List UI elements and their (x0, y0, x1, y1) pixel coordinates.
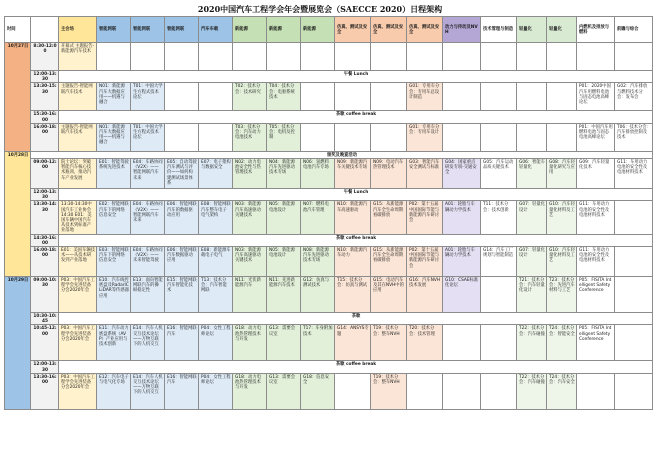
schedule-row (5, 277, 653, 313)
session-cell (547, 43, 577, 71)
session-cell: E01：美国车辆技术——从技术研发到产业落地 (59, 247, 97, 277)
schedule-row (5, 313, 653, 325)
break-bar: 茶歇 coffee break (59, 234, 653, 246)
time-slot: 09:00-10:30 (31, 277, 59, 313)
session-cell (371, 83, 407, 111)
session-cell: P03：中国汽车工程学会先进装备分会2020年会 (59, 277, 97, 313)
session-cell (615, 277, 653, 313)
schedule-row (5, 159, 653, 189)
session-cell (615, 201, 653, 234)
session-cell: E01：智能驾驶系统先进技术 (97, 159, 131, 189)
time-slot: 16:00-18:00 (31, 123, 59, 151)
session-cell: N06：氢燃料电池汽车专场 (301, 159, 335, 189)
time-slot: 14:30-16:00 (31, 234, 59, 246)
session-cell: G13：需要会议室 (267, 325, 301, 361)
session-cell: P03：中国汽车工程学会先进装备分会2020年会 (59, 373, 97, 409)
session-cell: G10：汽车轻量化材料及工艺 (547, 247, 577, 277)
session-cell: G01：专用车分会：专用车总设计制造 (407, 83, 443, 111)
session-cell (371, 123, 407, 151)
session-cell: 13:30-14:30中国汽车工业协会 14:30 E01：美国车辆中国汽车从技术到标准产业落地 (59, 201, 97, 234)
session-cell (301, 83, 335, 111)
session-cell (443, 83, 481, 111)
schedule-row (5, 361, 653, 373)
session-cell (481, 83, 517, 111)
header-track: 轻量化 (517, 17, 547, 43)
schedule-row (5, 234, 653, 246)
session-cell: T21：技术分会：汽车轻量化设计 (517, 277, 547, 313)
session-cell: P04：女性工程师论坛 (199, 325, 233, 361)
session-cell: G15：从新能源汽车全生命周期看碳排放 (371, 247, 407, 277)
session-cell: G14：汽车工厂规划与智能制造 (481, 247, 517, 277)
header-track: 仿真、测试及安全 (371, 17, 407, 43)
session-cell: T02：技术分会：技术研究 (233, 83, 267, 111)
session-cell: T22：技术分会：汽车碰撞 (517, 373, 547, 409)
header-time (31, 17, 59, 43)
session-cell: N09：电动汽车热管理技术 (371, 159, 407, 189)
header-row (5, 17, 653, 43)
session-cell (547, 83, 577, 111)
session-cell: G01：专用车分会：专用车设计 (407, 123, 443, 151)
session-cell: G18：动力电池热管理技术与开发 (233, 373, 267, 409)
header-track: 动力与传动及NVH (443, 17, 481, 43)
session-cell: N03：新能源汽车高速驱动关键技术 (233, 201, 267, 234)
session-cell: N05：新能源电池设计 (267, 201, 301, 234)
session-cell: E13：面向智能网联汽车的操纵稳定性 (131, 277, 165, 313)
session-cell: E16：智能网联汽车 (165, 373, 199, 409)
schedule-table (4, 16, 653, 410)
session-cell: E06：智能网联汽车的数据驱动应用 (165, 201, 199, 234)
time-slot: 09:00-12:00 (31, 159, 59, 189)
session-cell: A01：轮胎与车辆动力学技术 (443, 247, 481, 277)
session-cell: G12：仿真与测试技术 (301, 277, 335, 313)
session-cell: N08：新能源汽车先进驱动技术专场 (301, 247, 335, 277)
session-cell: T04：技术分会：电驱系统技术 (267, 83, 301, 111)
session-cell: E14：汽车人机交互技术论坛——万物互联下的人机交互 (131, 373, 165, 409)
session-cell: P05：FISITA Intelligent Safety Conference (577, 277, 615, 313)
day-label: 10月28日 (5, 151, 31, 276)
session-cell: G05：汽车运动品质关键技术 (481, 159, 517, 189)
time-slot: 12:00-13:30 (31, 189, 59, 201)
time-slot: 15:30-16:00 (31, 111, 59, 123)
session-cell: 主题报告-智能网联汽车技术 (59, 83, 97, 111)
session-cell (335, 83, 371, 111)
page-title: 2020中国汽车工程学会年会暨展览会（SAECCE 2020）日程架构 (197, 4, 443, 14)
header-track: 轻量化 (547, 17, 577, 43)
session-cell: N10：新能源汽车动力 (335, 247, 371, 277)
session-cell (547, 123, 577, 151)
session-cell (199, 123, 233, 151)
schedule-row (5, 123, 653, 151)
session-cell: 开幕式 主题报告-新能源汽车技术 (59, 43, 97, 71)
schedule-row (5, 111, 653, 123)
session-cell: P03：中国汽车工程学会先进装备分会2020年会 (59, 325, 97, 361)
session-cell (267, 43, 301, 71)
session-cell: N11：光伏新能源汽车 (233, 277, 267, 313)
session-cell: T01：中国大学生方程式技术论坛 (131, 123, 165, 151)
header-track: 新能源 (301, 17, 335, 43)
session-cell (335, 43, 371, 71)
session-cell: E04：车路协同（V2X）——智能网联汽车未来 (131, 201, 165, 234)
session-cell: N02：动力电池安全性与热管理技术 (233, 159, 267, 189)
session-cell: N01：新能源汽车大数据应用——机遇与融合 (97, 83, 131, 111)
session-cell (481, 325, 517, 361)
session-cell: G08：汽车轻量化研究与应用 (547, 159, 577, 189)
session-cell: G15：电动汽车及其在NVH中的应用 (371, 277, 407, 313)
session-cell: G11：车用动力电池的安全性及电池材料技术 (577, 247, 615, 277)
session-cell (301, 123, 335, 151)
session-cell: T17：车身附加技术 (301, 325, 335, 361)
header-track: 内燃机及排放与燃料 (577, 17, 615, 43)
break-bar: 茶歇 (59, 313, 653, 325)
header-track: 主会场 (59, 17, 97, 43)
session-cell: E07：电子架构与数据安全 (199, 159, 233, 189)
session-cell (301, 43, 335, 71)
session-cell (481, 373, 517, 409)
session-cell: T24：技术分会：智能安全 (547, 325, 577, 361)
session-cell: G06：智能车轻量化 (517, 159, 547, 189)
session-cell: G18：动力电池热管理技术与开发 (233, 325, 267, 361)
session-cell: E06：智能网联汽车数据驱动应用 (165, 247, 199, 277)
session-cell: 院士论坛：突破智能汽车核心技术瓶颈，推动汽车产业发展 (59, 159, 97, 189)
session-cell: N11：先进新能源汽车技术 (267, 277, 301, 313)
event-bar: 颁奖及晚宴活动 (31, 151, 653, 158)
session-cell (481, 277, 517, 313)
header-track: 技术管理与制造 (481, 17, 517, 43)
session-cell: P04：女性工程师论坛 (199, 373, 233, 409)
session-cell: G16：汽车NVH技术发展 (407, 277, 443, 313)
session-cell: E11：汽车动力底盘系统（AVP）产业应用与技术创新 (97, 325, 131, 361)
schedule-row (5, 43, 653, 71)
session-cell: G04：国家重点研发专项-交通安全 (443, 159, 481, 189)
session-cell (407, 373, 443, 409)
header-track: 新能源 (233, 17, 267, 43)
session-cell (443, 123, 481, 151)
session-cell: E02：智能网联汽车下的网络信息安全 (97, 201, 131, 234)
session-cell: P05：FISITA Intelligent Safety Conference (577, 325, 615, 361)
session-cell: G10：CSAE标准化论坛 (443, 277, 481, 313)
session-cell: T13：技术分会：汽车智能网联 (199, 277, 233, 313)
session-cell: T23：技术分会：先进汽车材料与工艺 (547, 277, 577, 313)
header-track: 仿真、测试及安全 (407, 17, 443, 43)
break-bar: 午餐 Lunch (59, 189, 653, 201)
session-cell: G10：汽车轻量化材料及工艺 (547, 201, 577, 234)
header-track: 智能网联 (97, 17, 131, 43)
session-cell: G15：从新能源汽车全生命周期看碳排放 (371, 201, 407, 234)
session-cell: N03：新能源汽车高速驱动关键技术 (233, 247, 267, 277)
session-cell: 主题报告-智能网联汽车技术 (59, 123, 97, 151)
session-cell (517, 43, 547, 71)
session-cell: G18：信息安全 (301, 373, 335, 409)
session-cell (481, 123, 517, 151)
session-cell: T01：中国大学生方程式技术论坛 (131, 83, 165, 111)
session-cell (615, 247, 653, 277)
break-bar: 茶歇 coffee break (59, 361, 653, 373)
session-cell (615, 373, 653, 409)
session-cell: E08：智能网联汽车整车电子电气架构 (199, 201, 233, 234)
schedule-row (5, 83, 653, 111)
session-cell (443, 373, 481, 409)
break-bar: 茶歇 coffee break (59, 111, 653, 123)
header-track: 智能网联 (165, 17, 199, 43)
session-cell: E16：智能网联汽车 (165, 325, 199, 361)
session-cell: G07：轻量化设计 (517, 201, 547, 234)
session-cell: E10：汽车线控底盘及RadarIC LiDAR等传感器应用 (97, 277, 131, 313)
session-cell: N04：新能源汽车先进驱动技术专场 (267, 159, 301, 189)
break-bar: 午餐 Lunch (59, 71, 653, 83)
session-cell (371, 43, 407, 71)
schedule-row (5, 151, 653, 158)
session-cell: T05：技术分会：电机及控制 (267, 123, 301, 151)
session-cell: P01：中国汽车用燃料电池与固态电池高峰论坛 (577, 123, 615, 151)
session-cell: E15：智能网联汽车智能化技术 (165, 277, 199, 313)
header-track: 新能源 (267, 17, 301, 43)
schedule-row (5, 189, 653, 201)
session-cell: G03：智能汽车安全测试与标准 (407, 159, 443, 189)
session-cell (97, 43, 131, 71)
time-slot: 12:00-13:30 (31, 361, 59, 373)
time-slot: 10:30-10:45 (31, 313, 59, 325)
time-slot: 12:00-13:30 (31, 71, 59, 83)
session-cell (577, 43, 615, 71)
session-cell: N09：新能源汽车关键技术专场 (335, 159, 371, 189)
header-date: 时间 (5, 17, 31, 43)
session-cell: N05：新能源电池设计 (267, 247, 301, 277)
session-cell: E05：自动驾驶汽车测试与评价——如何构建测试场景体系 (165, 159, 199, 189)
session-cell (165, 83, 199, 111)
time-slot: 13:30-16:00 (31, 373, 59, 409)
session-cell: T03：技术分会：汽车动力电池技术 (233, 123, 267, 151)
header-track: 汽车车载 (199, 17, 233, 43)
session-cell: T06：技术分会：汽车排放控制及技术 (615, 123, 653, 151)
header-track: 前瞻与综合 (615, 17, 653, 43)
session-cell (615, 325, 653, 361)
session-cell (481, 43, 517, 71)
session-cell: N10：新能源汽车高速驱动 (335, 201, 371, 234)
time-slot: 8:30-12:00 (31, 43, 59, 71)
session-cell: T11：技术分会：技术创新 (481, 201, 517, 234)
session-cell (577, 373, 615, 409)
session-cell (199, 43, 233, 71)
session-cell: T24：技术分会：汽车安全 (547, 373, 577, 409)
session-cell: P02：第十五届中国国际节能与新能源汽车研讨会 (407, 201, 443, 234)
session-cell: T20：技术分会：技术管理 (407, 325, 443, 361)
day-label: 10月27日 (5, 43, 31, 152)
session-cell (233, 43, 267, 71)
session-cell (335, 123, 371, 151)
session-cell: E04：车路协同（V2X）——智能网联汽车未来 (131, 159, 165, 189)
session-cell: T19：技术分会：整车NVH (371, 325, 407, 361)
session-cell (165, 123, 199, 151)
session-cell: E12：汽车电子与电气化专场 (97, 373, 131, 409)
session-cell: P02：第十五届中国国际节能与新能源汽车研讨会 (407, 247, 443, 277)
session-cell (407, 43, 443, 71)
schedule-row (5, 71, 653, 83)
time-slot: 13:30-15:30 (31, 83, 59, 111)
session-cell: G14：ANSYS专题 (335, 325, 371, 361)
session-cell (131, 43, 165, 71)
session-cell: E14：汽车人机交互技术论坛——万物互联下的人机交互 (131, 325, 165, 361)
session-cell: E08：新能源车载电子电气 (199, 247, 233, 277)
header-track: 智能网联 (131, 17, 165, 43)
schedule-row (5, 325, 653, 361)
session-cell: T15：技术分会：仿真与测试 (335, 277, 371, 313)
session-cell: G11：车用动力电池的安全性及电池材料技术 (615, 159, 653, 189)
session-cell (165, 43, 199, 71)
schedule-row (5, 247, 653, 277)
session-cell (517, 123, 547, 151)
session-cell: E04：车路协同（V2X）——未来智能驾驶 (131, 247, 165, 277)
time-slot: 10:45-12:00 (31, 325, 59, 361)
schedule-row (5, 373, 653, 409)
session-cell: N01：新能源汽车大数据应用——机遇与融合 (97, 123, 131, 151)
time-slot: 13:30-14:30 (31, 201, 59, 234)
session-cell: T22：技术分会：汽车碰撞 (517, 325, 547, 361)
session-cell: E03：智能网联汽车下的网络信息安全 (97, 247, 131, 277)
session-cell: T19：技术分会：整车NVH (371, 373, 407, 409)
schedule-row (5, 201, 653, 234)
session-cell (335, 373, 371, 409)
session-cell: A01：轮胎与车辆动力学技术 (443, 201, 481, 234)
session-cell: G11：车用动力电池的安全性及电池材料技术 (577, 201, 615, 234)
session-cell: G13：需要会议室 (267, 373, 301, 409)
session-cell: G02：汽车排放与燃料技术分会：发布会 (615, 83, 653, 111)
session-cell: P01：2020中国汽车用燃料电池与固态电池高峰论坛 (577, 83, 615, 111)
session-cell (443, 325, 481, 361)
session-cell (443, 43, 481, 71)
time-slot: 16:00-18:00 (31, 247, 59, 277)
session-cell (199, 83, 233, 111)
session-cell: N07：燃料电池汽车管理 (301, 201, 335, 234)
header-track: 仿真、测试及安全 (335, 17, 371, 43)
session-cell (517, 83, 547, 111)
session-cell: G09：汽车轻量化技术 (577, 159, 615, 189)
session-cell (615, 43, 653, 71)
session-cell: G07：轻量化设计 (517, 247, 547, 277)
day-label: 10月29日 (5, 277, 31, 410)
